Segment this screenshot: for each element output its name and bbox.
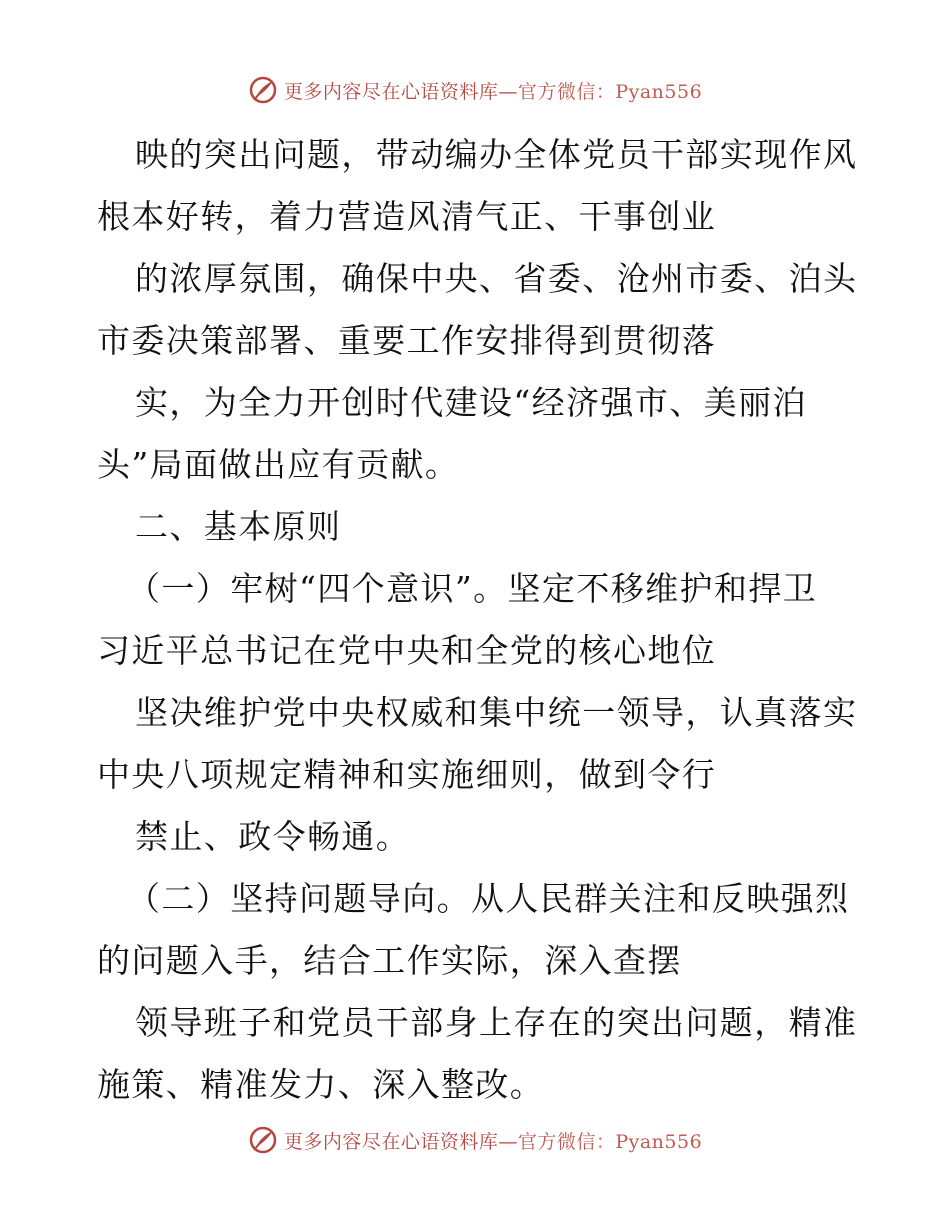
text-line: 中央八项规定精神和实施细则，做到令行 — [97, 755, 717, 794]
text-line: 禁止、政令畅通。 — [135, 817, 411, 856]
text-line: 领导班子和党员干部身上存在的突出问题，精准 — [135, 1003, 858, 1042]
text-line: （一）牢树“四个意识”。坚定不移维护和捍卫 — [127, 569, 818, 608]
text-line: 施策、精准发力、深入整改。 — [97, 1065, 545, 1104]
text-line: 根本好转，着力营造风清气正、干事创业 — [97, 197, 717, 236]
watermark-text: 更多内容尽在心语资料库—官方微信：Pyan556 — [283, 80, 703, 103]
body-text — [97, 124, 857, 1116]
text-line: 习近平总书记在党中央和全党的核心地位 — [97, 631, 717, 670]
text-line: 映的突出问题，带动编办全体党员干部实现作风 — [135, 135, 858, 174]
text-line: 的浓厚氛围，确保中央、省委、沧州市委、泊头 — [135, 259, 858, 298]
footer-watermark — [0, 1120, 950, 1160]
header-watermark — [0, 70, 950, 110]
text-line: 的问题入手，结合工作实际，深入查摆 — [97, 941, 682, 980]
quill-logo-icon — [248, 75, 278, 105]
text-line: 市委决策部署、重要工作安排得到贯彻落 — [97, 321, 717, 360]
watermark-text: 更多内容尽在心语资料库—官方微信：Pyan556 — [283, 1130, 703, 1153]
section-heading: 二、基本原则 — [135, 507, 342, 546]
text-line: 坚决维护党中央权威和集中统一领导，认真落实 — [135, 693, 858, 732]
text-line: （二）坚持问题导向。从人民群关注和反映强烈 — [127, 879, 850, 918]
quill-logo-icon — [248, 1125, 278, 1155]
text-line: 头”局面做出应有贡献。 — [97, 445, 460, 484]
text-line: 实，为全力开创时代建设“经济强市、美丽泊 — [135, 383, 807, 422]
